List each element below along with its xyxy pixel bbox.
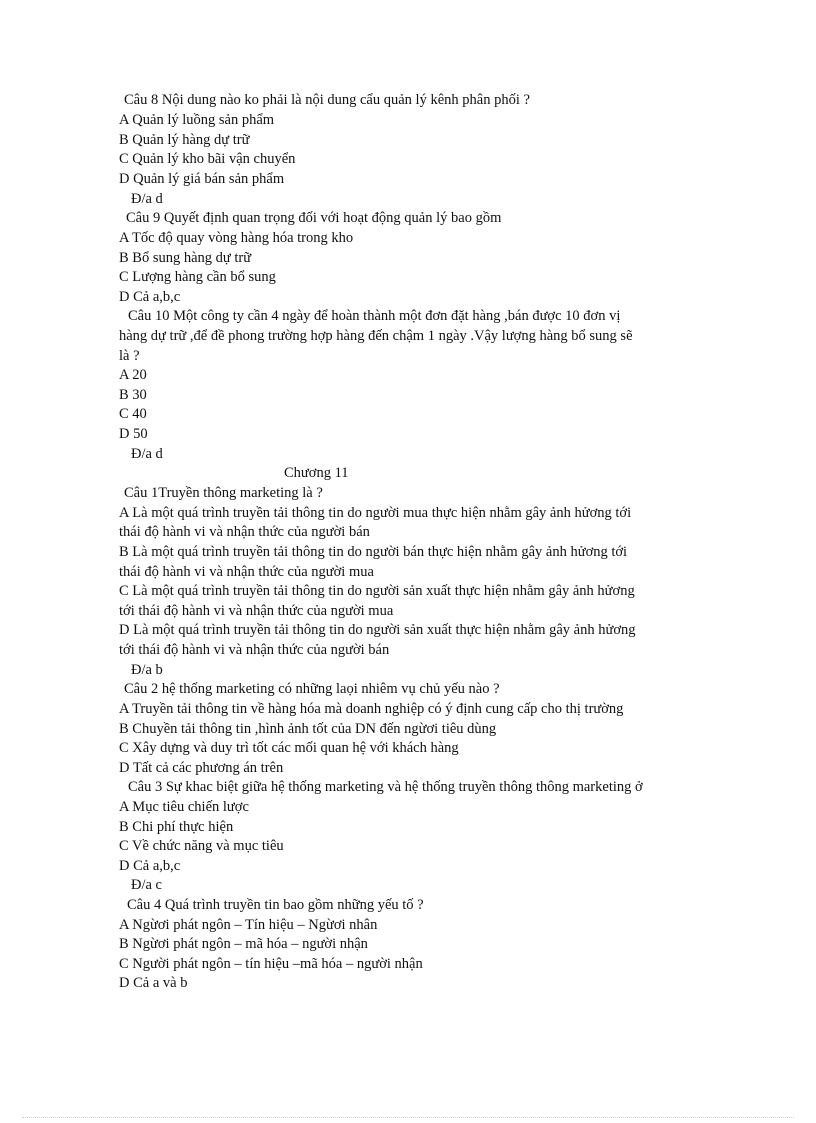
question-8-title: Câu 8 Nội dung nào ko phải là nội dung cẩu quản lý kênh phân phối ? bbox=[124, 92, 530, 108]
question-10-option-c: C 40 bbox=[119, 406, 147, 422]
ch11-q4-option-d: D Cả a và b bbox=[119, 975, 188, 991]
ch11-question-3-title: Câu 3 Sự khac biệt giữa hệ thống marketing và hệ thống truyền thông thông marketing ở bbox=[128, 779, 643, 795]
ch11-q4-option-a: A Ngừơi phát ngôn – Tín hiệu – Ngừơi nhân bbox=[119, 917, 378, 933]
chapter-heading: Chương 11 bbox=[284, 465, 349, 481]
ch11-q1-option-a-line-1: A Là một quá trình truyền tải thông tin do người mua thực hiện nhằm gây ảnh hửơng tới bbox=[119, 505, 632, 521]
ch11-q2-option-c: C Xây dựng và duy trì tốt các mối quan hệ với khách hàng bbox=[119, 740, 459, 756]
ch11-q2-option-d: D Tất cả các phương án trên bbox=[119, 760, 284, 776]
question-8-option-c: C Quản lý kho bãi vận chuyển bbox=[119, 151, 296, 167]
ch11-q1-option-a-line-2: thái độ hành vi và nhận thức của người bán bbox=[119, 524, 370, 540]
ch11-q3-option-c: C Về chức năng và mục tiêu bbox=[119, 838, 284, 854]
question-10-answer: Đ/a d bbox=[131, 446, 163, 462]
question-9-option-b: B Bổ sung hàng dự trữ bbox=[119, 250, 252, 266]
ch11-q3-answer: Đ/a c bbox=[131, 877, 162, 893]
question-9-title: Câu 9 Quyết định quan trọng đối với hoạt động quản lý bao gồm bbox=[126, 210, 502, 226]
ch11-q4-option-b: B Ngừơi phát ngôn – mã hóa – người nhận bbox=[119, 936, 368, 952]
ch11-q3-option-d: D Cả a,b,c bbox=[119, 858, 181, 874]
question-10-title-line-1: Câu 10 Một công ty cần 4 ngày để hoàn thành một đơn đặt hàng ,bán được 10 đơn vị bbox=[128, 308, 621, 324]
page-bottom-rule bbox=[22, 1117, 794, 1118]
ch11-q1-option-b-line-2: thái độ hành vi và nhận thức của người mua bbox=[119, 564, 374, 580]
question-8-answer: Đ/a d bbox=[131, 191, 163, 207]
question-8-option-b: B Quản lý hàng dự trữ bbox=[119, 132, 250, 148]
question-9-option-d: D Cả a,b,c bbox=[119, 289, 181, 305]
ch11-question-1-title: Câu 1Truyền thông marketing là ? bbox=[124, 485, 323, 501]
question-9-option-a: A Tốc độ quay vòng hàng hóa trong kho bbox=[119, 230, 354, 246]
question-10-title-line-2: hàng dự trữ ,để đề phong trường hợp hàng đến chậm 1 ngày .Vậy lượng hàng bổ sung sẽ bbox=[119, 328, 633, 344]
ch11-q1-answer: Đ/a b bbox=[131, 662, 163, 678]
ch11-question-4-title: Câu 4 Quá trình truyền tin bao gồm những yếu tố ? bbox=[127, 897, 424, 913]
ch11-q1-option-d-line-2: tới thái độ hành vi và nhận thức của người bán bbox=[119, 642, 390, 658]
ch11-q4-option-c: C Người phát ngôn – tín hiệu –mã hóa – người nhận bbox=[119, 956, 423, 972]
question-10-option-a: A 20 bbox=[119, 367, 147, 383]
question-9-option-c: C Lượng hàng cần bổ sung bbox=[119, 269, 276, 285]
ch11-question-2-title: Câu 2 hệ thống marketing có những laọi nhiêm vụ chủ yếu nào ? bbox=[124, 681, 500, 697]
ch11-q1-option-d-line-1: D Là một quá trình truyền tải thông tin do người sản xuất thực hiện nhằm gây ảnh hửơng bbox=[119, 622, 636, 638]
question-10-option-b: B 30 bbox=[119, 387, 147, 403]
ch11-q3-option-b: B Chi phí thực hiện bbox=[119, 819, 234, 835]
ch11-q2-option-b: B Chuyền tải thông tin ,hình ảnh tốt của DN đến ngừơi tiêu dùng bbox=[119, 721, 497, 737]
ch11-q3-option-a: A Mục tiêu chiến lược bbox=[119, 799, 249, 815]
ch11-q1-option-c-line-2: tới thái độ hành vi và nhận thức của người mua bbox=[119, 603, 394, 619]
question-10-option-d: D 50 bbox=[119, 426, 148, 442]
ch11-q1-option-b-line-1: B Là một quá trình truyền tải thông tin do người bán thực hiện nhằm gây ảnh hửơng tới bbox=[119, 544, 628, 560]
ch11-q2-option-a: A Truyền tải thông tin về hàng hóa mà doanh nghiệp có ý định cung cấp cho thị trường bbox=[119, 701, 624, 717]
question-8-option-a: A Quản lý luồng sản phẩm bbox=[119, 112, 275, 128]
ch11-q1-option-c-line-1: C Là một quá trình truyền tải thông tin do người sản xuất thực hiện nhằm gây ảnh hửơng bbox=[119, 583, 635, 599]
question-10-title-line-3: là ? bbox=[119, 348, 140, 364]
question-8-option-d: D Quản lý giá bán sản phẩm bbox=[119, 171, 285, 187]
